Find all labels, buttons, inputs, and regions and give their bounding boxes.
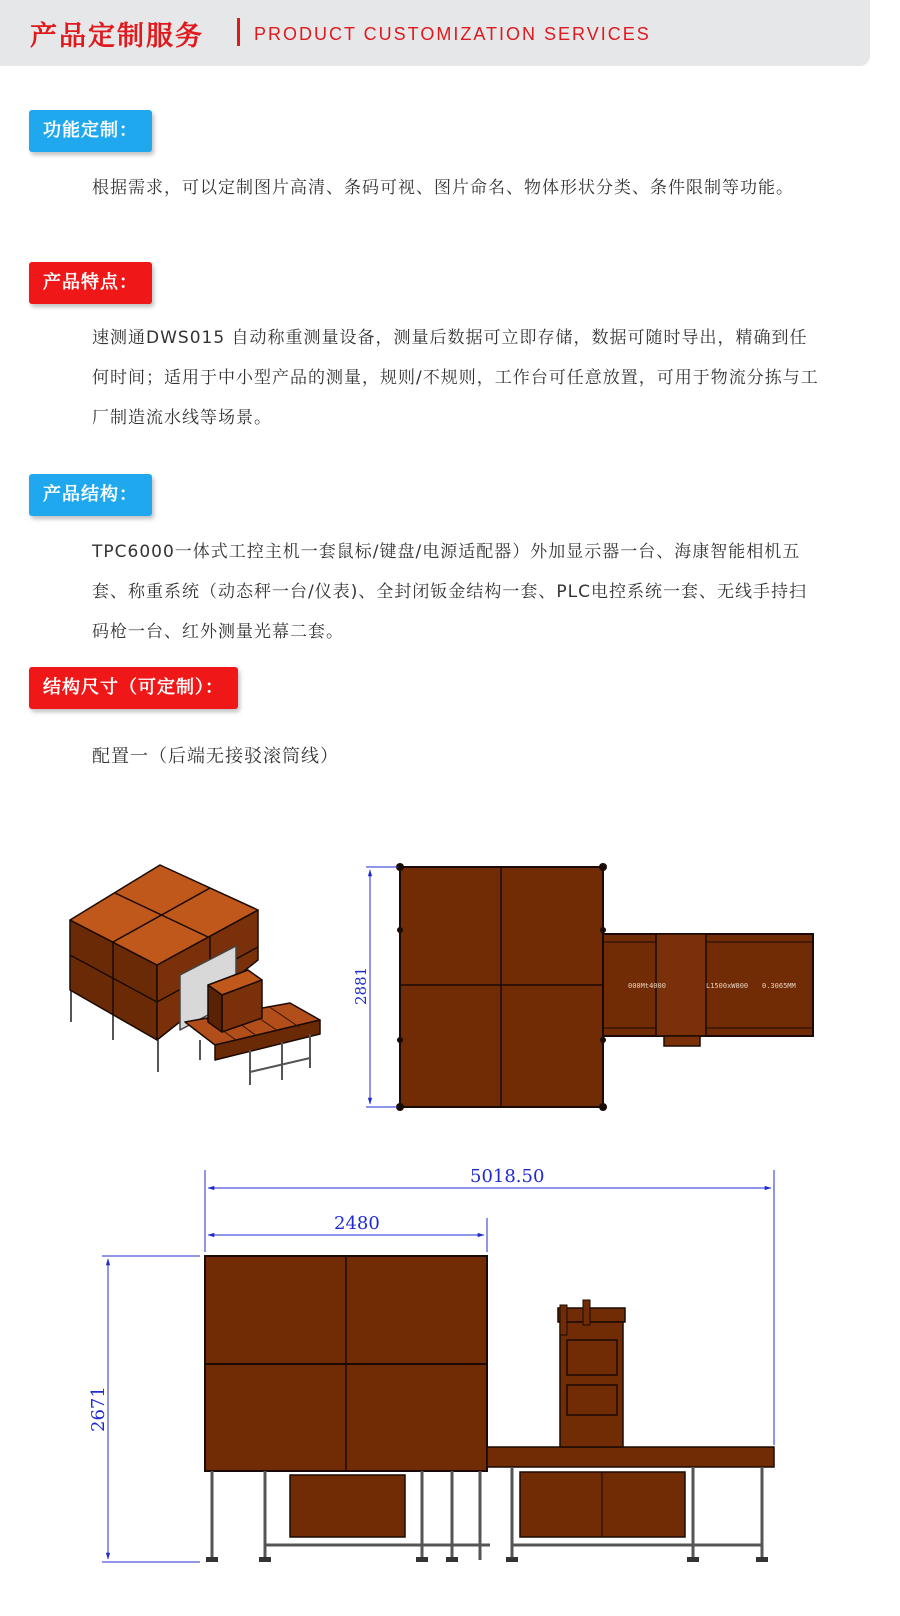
header-title-en: PRODUCT CUSTOMIZATION SERVICES xyxy=(254,24,651,44)
section-text-structure: TPC6000一体式工控主机一套鼠标/键盘/电源适配器）外加显示器一台、海康智能相机五套、称重系统（动态秤一台/仪表)、全封闭钣金结构一套、PLC电控系统一套、无线手持扫码枪一台、红外测量光幕二套。 xyxy=(92,542,807,642)
dim-box-width: 2480 xyxy=(334,1213,380,1234)
dim-top-view: 2881 xyxy=(352,966,370,1005)
section-tag-dimensions: 结构尺寸（可定制）： xyxy=(29,667,238,709)
section-tag-structure: 产品结构： xyxy=(29,474,152,516)
dim-height: 2671 xyxy=(88,1386,109,1432)
config-title: 配置一（后端无接驳滚筒线） xyxy=(92,746,339,767)
header-title-cn: 产品定制服务 xyxy=(30,21,204,52)
top-view xyxy=(352,863,813,1111)
conveyor-label-3: 0.3065MM xyxy=(762,982,796,990)
side-view xyxy=(88,1166,774,1562)
section-text-features: 速测通DWS015 自动称重测量设备，测量后数据可立即存储，数据可随时导出，精确到任何时间；适用于中小型产品的测量，规则/不规则，工作台可任意放置，可用于物流分拣与工厂制造流水线等场景。 xyxy=(92,328,819,428)
section-tag-function: 功能定制： xyxy=(29,110,152,152)
dim-total-width: 5018.50 xyxy=(470,1166,545,1187)
isometric-view xyxy=(70,865,320,1085)
conveyor-label-1: 000Mt4000 xyxy=(628,982,666,990)
conveyor-label-2: L1500xW800 xyxy=(706,982,749,990)
section-text-function: 根据需求，可以定制图片高清、条码可视、图片命名、物体形状分类、条件限制等功能。 xyxy=(92,178,794,198)
section-tag-features: 产品特点： xyxy=(29,262,152,304)
